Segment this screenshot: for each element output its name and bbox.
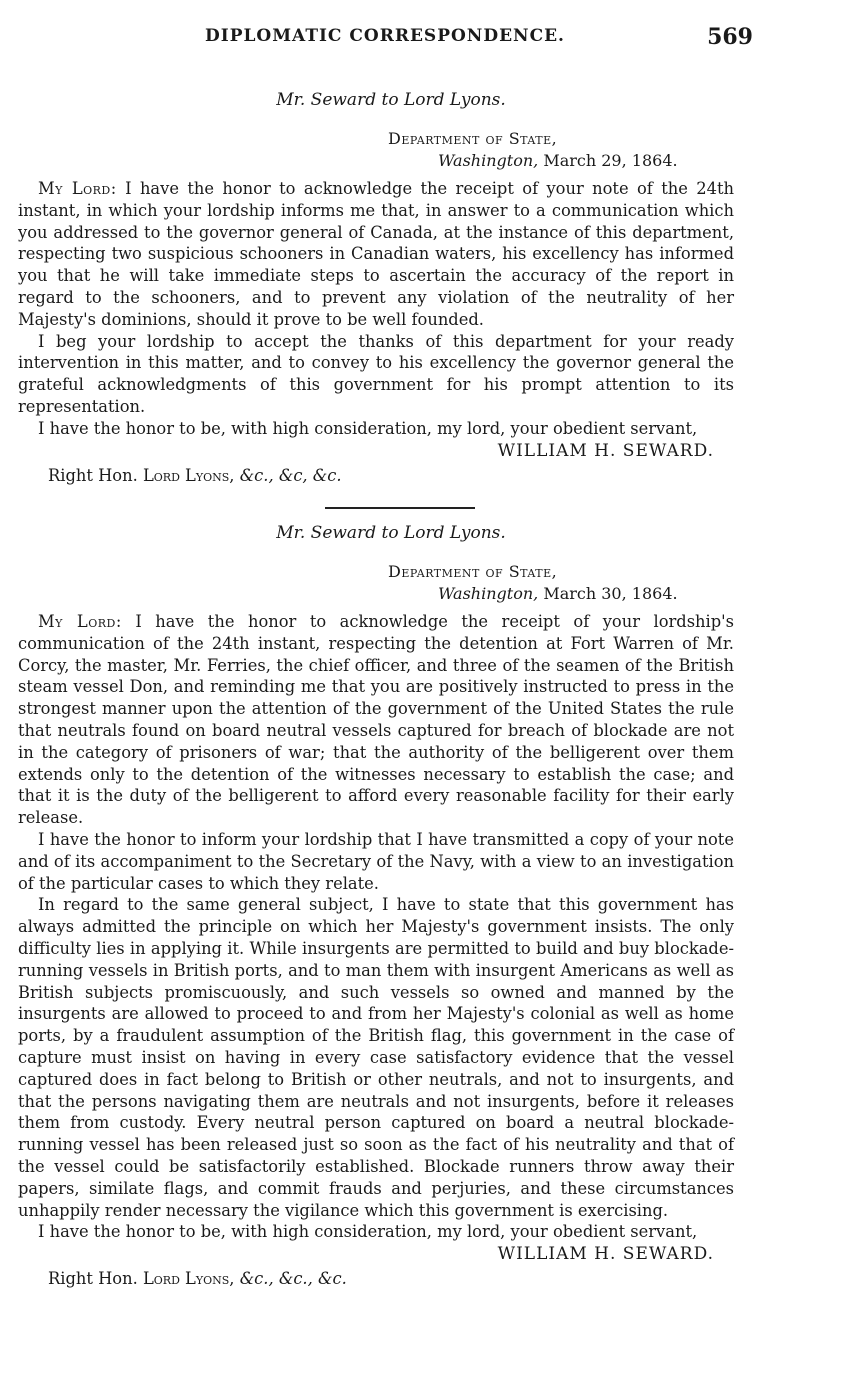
paragraph [18, 611, 734, 829]
address-name: Lord Lyons, [142, 465, 235, 485]
paragraph: I have the honor to inform your lordship that I have transmitted a copy of your note and of its accompaniment to the Secretary of the Navy, with a view to an investigation of the particular cases to which they relate. [18, 829, 734, 893]
paragraph: In regard to the same general subject, I have to state that this government has always admitted the principle on which her Majesty's government insists. The only difficulty lies in applying it. While insurgents are permitted to build and buy blockade-running vessels in British ports, and to man them with insurgent Americans as well as British subjects promiscuously, and such vessels so owned and manned by the insurgents are allowed to proceed to and from her Majesty's colonial as well as home ports, by a fraudulent assumption of the British flag, this government in the case of capture must insist on having in every case satisfactory evidence that the vessel captured does in fact belong to British or other neutrals, and not to insurgents, and that the persons navigating them are neutrals and not insurgents, before it releases them from custody. Every neutral person captured on board a neutral blockade-running vessel has been released just so soon as the fact of his neutrality and that of the vessel could be satisfactorily established. Blockade runners throw away their papers, similate flags, and commit frauds and perjuries, and these circumstances unhappily render necessary the vigilance which this government is exercising. [18, 895, 734, 1220]
closing: I have the honor to be, with high consideration, my lord, your obedient servant, [38, 1222, 698, 1242]
paragraph-text: I have the honor to acknowledge the receipt of your lordship's communication of the 24th instant, respecting the detention at Fort Warren of Mr. Corcy, the master, Mr. Ferries, the chief officer, and three of the seamen of the British steam vessel Don, and reminding me that you are positively instructed to press in the strongest manner upon the attention of the government of the United States the rule that neutrals found on board neutral vessels captured for breach of blockade are not in the category of prisoners of war; that the authority of the belligerent over them extends only to the detention of the witnesses necessary to establish the case; and that it is the duty of the belligerent to afford every reasonable facility for their early release. [18, 612, 734, 828]
address-name: Lord Lyons, [142, 1269, 235, 1289]
closing: I have the honor to be, with high consideration, my lord, your obedient servant, [38, 418, 698, 438]
addressee [48, 464, 734, 488]
place: Washington, [438, 151, 539, 170]
addressee [48, 1267, 734, 1291]
dateline [438, 583, 734, 605]
department-line: Department of State, [388, 129, 558, 148]
paragraph: I beg your lordship to accept the thanks of this department for your ready intervention in this matter, and to convey to his excellency the governor general the grateful acknowledgments of this government for his prompt attention to its representation. [18, 331, 734, 416]
running-head-title: DIPLOMATIC CORRESPONDENCE. [205, 26, 565, 46]
date: March 29, 1864. [543, 151, 678, 170]
signature: WILLIAM H. SEWARD. [497, 1244, 714, 1265]
signature: WILLIAM H. SEWARD. [497, 440, 714, 461]
letter-body [18, 178, 734, 440]
page-number: 569 [707, 24, 753, 50]
letter-heading: Mr. Seward to Lord Lyons. [276, 523, 506, 543]
address-prefix: Right Hon. [48, 1269, 138, 1289]
letter-march-30 [18, 523, 734, 1291]
letter-body [18, 611, 734, 1243]
place: Washington, [438, 584, 539, 603]
department-line: Department of State, [388, 562, 558, 581]
date: March 30, 1864. [543, 584, 678, 603]
dateline [438, 150, 734, 172]
paragraph [18, 178, 734, 331]
letter-heading: Mr. Seward to Lord Lyons. [276, 90, 506, 110]
address-etc: &c., &c., &c. [239, 1269, 347, 1289]
section-divider [325, 507, 475, 509]
salutation: My Lord: [38, 612, 122, 631]
running-head [205, 24, 809, 50]
address-etc: &c., &c, &c. [239, 465, 342, 485]
paragraph-text: I have the honor to acknowledge the receipt of your note of the 24th instant, in which your lordship informs me that, in answer to a communication which you addressed to the governor general of Canada, at the instance of this department, respecting two suspicious schooners in Canadian waters, his excellency has informed you that he will take immediate steps to ascertain the accuracy of the report in regard to the schooners, and to prevent any violation of the neutrality of her Majesty's dominions, should it prove to be well founded. [18, 179, 734, 329]
salutation: My Lord: [38, 179, 117, 198]
letter-march-29 [18, 90, 734, 488]
address-prefix: Right Hon. [48, 465, 138, 485]
